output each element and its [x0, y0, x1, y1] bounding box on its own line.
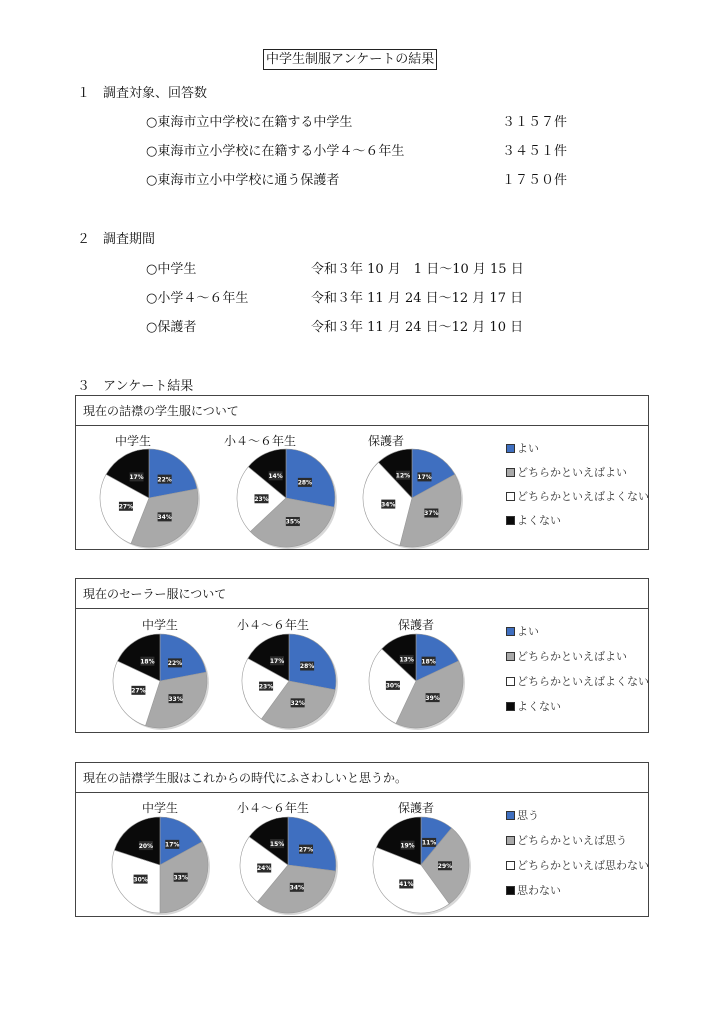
pie-data-label: [400, 841, 414, 850]
target-label-3: ○東海市立小中学校に通う保護者: [146, 173, 340, 188]
pie-chart-elementary: [239, 816, 337, 914]
pie-data-label: [299, 845, 313, 854]
pie-label-text: 33%: [168, 695, 183, 703]
pie-data-label: [173, 873, 187, 882]
pie-label-text: 41%: [399, 881, 414, 889]
pie-data-label: [422, 838, 436, 847]
section-3-heading: ３ アンケート結果: [77, 379, 194, 394]
legend-label: よくない: [517, 514, 561, 527]
panel-question: 現在の詰襟の学生服について: [76, 396, 648, 426]
chart-title-parents: 保護者: [397, 618, 434, 632]
legend-swatch: [506, 468, 515, 477]
legend-item: [506, 464, 627, 480]
result-panel-future: [75, 762, 649, 917]
pie-chart-parents: [362, 448, 462, 548]
chart-title-middle-school: 中学生: [114, 434, 151, 448]
pie-data-label: [119, 502, 133, 511]
chart-title-middle-school: 中学生: [141, 618, 178, 632]
legend-item: [506, 673, 649, 689]
chart-title-parents: 保護者: [397, 801, 434, 815]
legend-label: どちらかといえば思わない: [517, 859, 649, 872]
pie-data-label: [399, 655, 413, 664]
period-value-3: 令和３年 11 月 24 日～12 月 10 日: [311, 320, 524, 335]
target-label-1: ○東海市立中学校に在籍する中学生: [146, 115, 353, 130]
legend-item: [506, 488, 649, 504]
pie-chart-middle-school: [111, 816, 209, 914]
legend-swatch: [506, 627, 515, 636]
pie-label-text: 34%: [157, 514, 172, 522]
pie-label-text: 11%: [421, 839, 437, 847]
pie-label-text: 17%: [417, 474, 432, 482]
pie-label-text: 34%: [381, 501, 396, 509]
pie-label-text: 17%: [129, 474, 144, 482]
pie-label-text: 35%: [285, 518, 301, 526]
legend-label: どちらかといえばよい: [517, 650, 627, 663]
legend: [506, 807, 649, 907]
pie-data-label: [168, 694, 182, 703]
pie-label-text: 22%: [157, 476, 172, 484]
period-value-1: 令和３年 10 月 1 日～10 月 15 日: [311, 262, 524, 277]
panel-question: 現在の詰襟学生服はこれからの時代にふさわしいと思うか。: [76, 763, 648, 793]
legend-item: [506, 440, 539, 456]
pie-data-label: [270, 656, 284, 665]
pie-label-text: 19%: [400, 842, 415, 850]
legend-label: よくない: [517, 700, 561, 713]
pie-label-text: 28%: [297, 479, 313, 487]
legend-item: [506, 882, 561, 898]
pie-data-label: [399, 879, 413, 888]
pie-slice-positive: [288, 817, 336, 871]
legend-label: どちらかといえばよくない: [517, 490, 649, 503]
pie-data-label: [133, 875, 147, 884]
legend-label: どちらかといえばよくない: [517, 675, 649, 688]
pie-label-text: 29%: [437, 862, 453, 870]
pie-chart-parents: [372, 816, 470, 914]
pie-data-label: [165, 840, 179, 849]
pie-label-text: 33%: [173, 874, 188, 882]
pie-data-label: [129, 472, 143, 481]
legend-swatch: [506, 811, 515, 820]
section-2-heading: ２ 調査期間: [77, 232, 156, 247]
pie-label-text: 17%: [165, 841, 180, 849]
period-value-2: 令和３年 11 月 24 日～12 月 17 日: [311, 291, 524, 306]
pie-data-label: [438, 861, 452, 870]
legend-swatch: [506, 444, 515, 453]
pie-chart-middle-school: [99, 448, 199, 548]
pie-chart-elementary: [241, 633, 337, 729]
legend-label: どちらかといえばよい: [517, 466, 627, 479]
pie-label-text: 30%: [133, 876, 148, 884]
pie-label-text: 18%: [140, 658, 155, 666]
legend-label: 思わない: [517, 884, 561, 897]
legend-item: [506, 807, 539, 823]
chart-title-parents: 保護者: [367, 434, 404, 448]
pie-label-text: 22%: [167, 660, 183, 668]
target-label-2: ○東海市立小学校に在籍する小学４～６年生: [146, 144, 405, 159]
legend: [506, 623, 649, 723]
pie-label-text: 27%: [131, 687, 146, 695]
legend-swatch: [506, 677, 515, 686]
legend-item: [506, 857, 649, 873]
section-1-heading: １ 調査対象、回答数: [77, 86, 208, 101]
target-count-1: ３１５７件: [502, 115, 568, 130]
pie-label-text: 20%: [138, 842, 154, 850]
document-title: 中学生制服アンケートの結果: [263, 49, 437, 70]
pie-label-text: 14%: [268, 473, 283, 481]
pie-data-label: [259, 682, 273, 691]
pie-data-label: [300, 662, 314, 671]
pie-data-label: [270, 839, 284, 848]
legend-swatch: [506, 702, 515, 711]
pie-data-label: [396, 471, 410, 480]
period-label-3: ○保護者: [146, 320, 197, 335]
pie-label-text: 12%: [395, 472, 411, 480]
pie-data-label: [139, 841, 153, 850]
legend-swatch: [506, 886, 515, 895]
panel-question: 現在のセーラー服について: [76, 579, 648, 609]
legend-label: よい: [517, 625, 539, 638]
pie-data-label: [140, 657, 154, 666]
pie-label-text: 23%: [258, 683, 274, 691]
pie-chart-elementary: [236, 448, 336, 548]
pie-data-label: [298, 478, 312, 487]
pie-label-text: 27%: [298, 846, 314, 854]
pie-data-label: [417, 472, 431, 481]
chart-title-middle-school: 中学生: [141, 801, 178, 815]
pie-label-text: 23%: [254, 495, 269, 503]
period-label-2: ○小学４～６年生: [146, 291, 249, 306]
legend-swatch: [506, 861, 515, 870]
chart-title-elementary: 小４～６年生: [236, 618, 309, 632]
period-label-1: ○中学生: [146, 262, 197, 277]
pie-chart-parents: [368, 633, 464, 729]
pie-data-label: [386, 681, 400, 690]
pie-data-label: [168, 658, 182, 667]
pie-label-text: 34%: [289, 884, 305, 892]
pie-data-label: [290, 883, 304, 892]
legend-label: 思う: [517, 809, 539, 822]
pie-label-text: 13%: [399, 656, 414, 664]
pie-data-label: [254, 494, 268, 503]
pie-data-label: [131, 686, 145, 695]
target-count-2: ３４５１件: [502, 144, 568, 159]
legend-label: どちらかといえば思う: [517, 834, 627, 847]
result-panel-sailor: [75, 578, 649, 733]
legend-item: [506, 832, 627, 848]
legend-item: [506, 698, 561, 714]
pie-label-text: 30%: [385, 682, 401, 690]
pie-data-label: [157, 475, 171, 484]
pie-label-text: 17%: [269, 657, 285, 665]
legend-label: よい: [517, 442, 539, 455]
pie-data-label: [421, 657, 435, 666]
pie-data-label: [424, 509, 438, 518]
pie-label-text: 18%: [421, 658, 436, 666]
legend-swatch: [506, 836, 515, 845]
pie-label-text: 27%: [118, 503, 134, 511]
result-panel-tsumeeri: [75, 395, 649, 550]
pie-data-label: [290, 698, 304, 707]
pie-data-label: [257, 864, 271, 873]
legend-item: [506, 623, 539, 639]
legend-item: [506, 648, 627, 664]
chart-title-elementary: 小４～６年生: [223, 434, 296, 448]
pie-data-label: [425, 693, 439, 702]
pie-label-text: 24%: [257, 865, 272, 873]
target-count-3: １７５０件: [502, 173, 568, 188]
pie-data-label: [381, 500, 395, 509]
pie-label-text: 15%: [269, 840, 285, 848]
legend-swatch: [506, 652, 515, 661]
pie-data-label: [157, 512, 171, 521]
chart-title-elementary: 小４～６年生: [236, 801, 309, 815]
legend-item: [506, 512, 561, 528]
legend-swatch: [506, 492, 515, 501]
legend-swatch: [506, 516, 515, 525]
pie-label-text: 37%: [424, 510, 439, 518]
pie-data-label: [268, 471, 282, 480]
pie-chart-middle-school: [112, 633, 208, 729]
pie-label-text: 39%: [425, 694, 440, 702]
legend: [506, 440, 649, 540]
pie-label-text: 28%: [299, 663, 315, 671]
pie-label-text: 32%: [290, 700, 305, 708]
pie-data-label: [286, 517, 300, 526]
